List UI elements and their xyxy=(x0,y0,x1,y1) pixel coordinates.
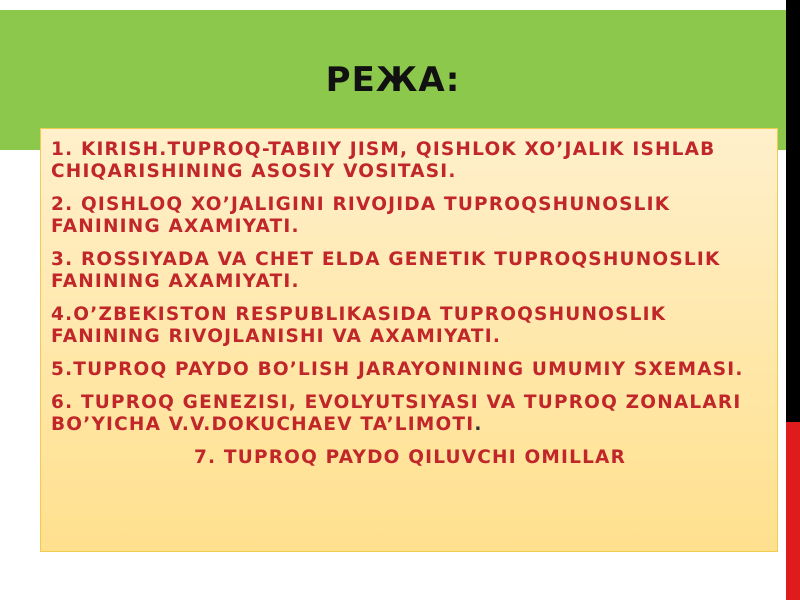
list-item-5 xyxy=(51,359,769,381)
side-bar-red xyxy=(786,422,800,600)
list-item-3 xyxy=(51,249,769,293)
list-item-suffix: . xyxy=(474,414,483,435)
list-item-text: 6. TUPROQ GENEZISI, EVOLYUTSIYASI VA TUPROQ ZONALARI BO’YICHA V.V.DOKUCHAEV TA’LIMOTI xyxy=(51,392,742,435)
list-item-text: 5.TUPROQ PAYDO BO’LISH JARAYONINING UMUMIY SXEMASI. xyxy=(51,359,744,380)
list-item-text: 3. ROSSIYADA VA CHET ELDA GENETIK TUPROQSHUNOSLIK FANINING AXAMIYATI. xyxy=(51,249,721,292)
list-item-text: 4.O’ZBEKISTON RESPUBLIKASIDA TUPROQSHUNOSLIK FANINING RIVOJLANISHI VA AXAMIYATI. xyxy=(51,304,667,347)
list-item-text: 1. KIRISH.TUPROQ-TABIIY JISM, QISHLOK XO’JALIK ISHLAB CHIQARISHINING ASOSIY VOSITASI. xyxy=(51,139,716,182)
content-box xyxy=(40,128,778,552)
list-item-6 xyxy=(51,392,769,436)
list-item-text: 7. TUPROQ PAYDO QILUVCHI OMILLAR xyxy=(193,447,627,468)
list-item-4 xyxy=(51,304,769,348)
list-item-2 xyxy=(51,194,769,238)
list-item-1 xyxy=(51,139,769,183)
slide-title: РЕЖА: xyxy=(325,60,461,100)
list-item-7 xyxy=(51,447,769,469)
list-item-text: 2. QISHLOQ XO’JALIGINI RIVOJIDA TUPROQSHUNOSLIK FANINING AXAMIYATI. xyxy=(51,194,671,237)
side-bar-black xyxy=(786,0,800,422)
